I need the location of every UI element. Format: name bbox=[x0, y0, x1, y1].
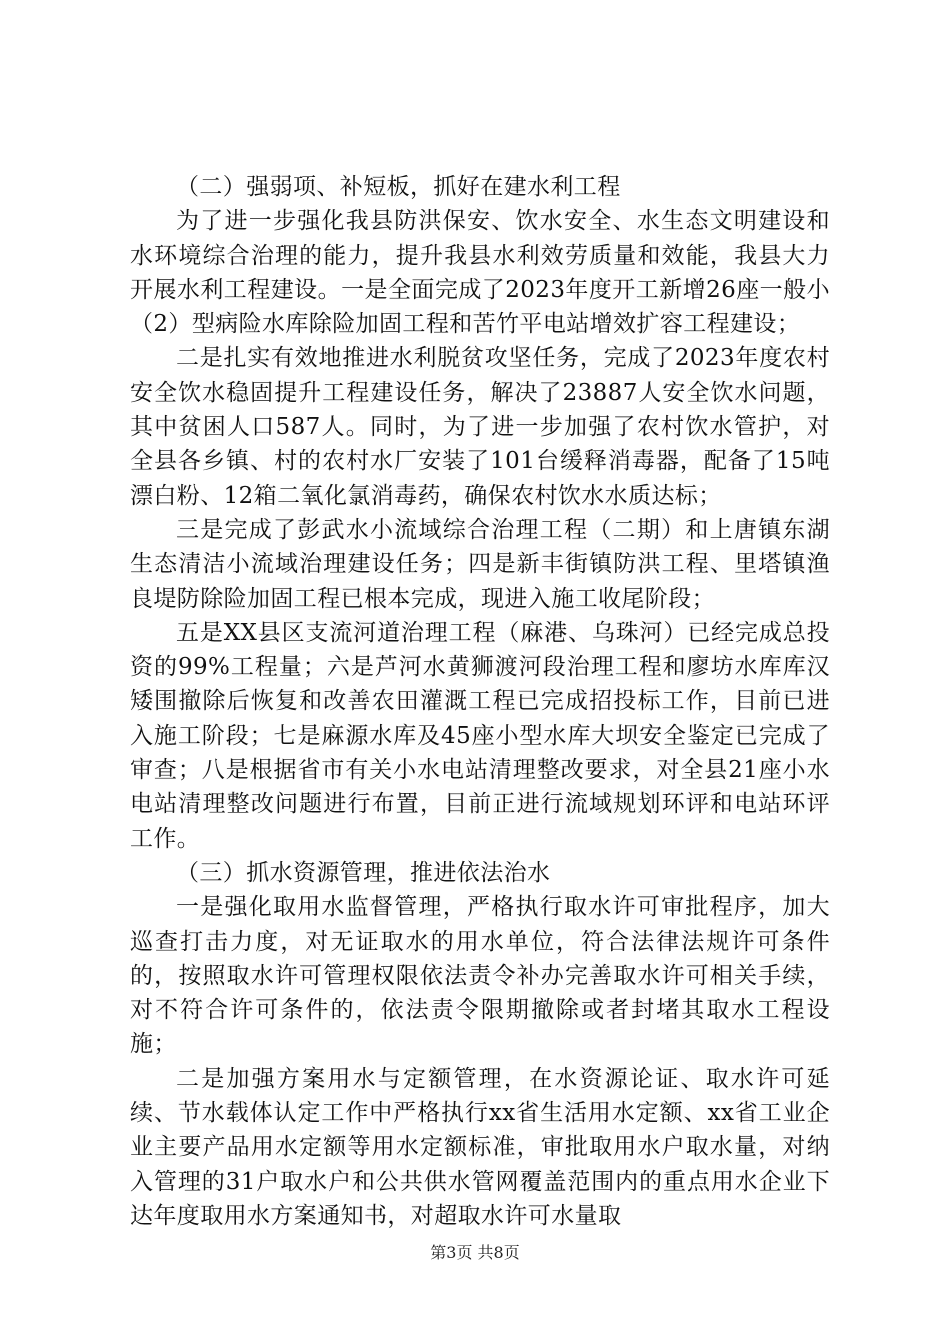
section-heading-3: （三）抓水资源管理，推进依法治水 bbox=[176, 859, 551, 886]
paragraph: 为了进一步强化我县防洪保安、饮水安全、水生态文明建设和水环境综合治理的能力，提升我县水利效劳质量和效能，我县大力开展水利工程建设。一是全面完成了2023年度开工新增26座一般小（2）型病险水库除险加固工程和苦竹平电站增效扩容工程建设； bbox=[130, 208, 830, 338]
paragraph: 二是扎实有效地推进水利脱贫攻坚任务，完成了2023年度农村安全饮水稳固提升工程建设任务，解决了23887人安全饮水问题，其中贫困人口587人。同时，为了进一步加强了农村饮水管护，对全县各乡镇、村的农村水厂安装了101台缓释消毒器，配备了15吨漂白粉、12箱二氧化氯消毒药，确保农村饮水水质达标； bbox=[130, 345, 830, 509]
paragraph: 三是完成了彭武水小流域综合治理工程（二期）和上唐镇东湖生态清洁小流域治理建设任务；四是新丰街镇防洪工程、里塔镇渔良堤防除险加固工程已根本完成，现进入施工收尾阶段； bbox=[130, 516, 830, 612]
document-body bbox=[130, 170, 830, 1233]
page-number-footer: 第3页 共8页 bbox=[430, 1243, 520, 1262]
paragraph: 二是加强方案用水与定额管理，在水资源论证、取水许可延续、节水载体认定工作中严格执行xx省生活用水定额、xx省工业企业主要产品用水定额等用水定额标准，审批取用水户取水量，对纳入管理的31户取水户和公共供水管网覆盖范围内的重点用水企业下达年度取用水方案通知书，对超取水许可水量取 bbox=[130, 1065, 830, 1229]
paragraph: 一是强化取用水监督管理，严格执行取水许可审批程序，加大巡查打击力度，对无证取水的用水单位，符合法律法规许可条件的，按照取水许可管理权限依法责令补办完善取水许可相关手续，对不符合许可条件的，依法责令限期撤除或者封堵其取水工程设施； bbox=[130, 894, 830, 1058]
paragraph: 五是XX县区支流河道治理工程（麻港、乌珠河）已经完成总投资的99%工程量；六是芦河水黄狮渡河段治理工程和廖坊水库库汉矮围撤除后恢复和改善农田灌溉工程已完成招投标工作，目前已进入施工阶段；七是麻源水库及45座小型水库大坝安全鉴定已完成了审查；八是根据省市有关小水电站清理整改要求，对全县21座小水电站清理整改问题进行布置，目前正进行流域规划环评和电站环评工作。 bbox=[130, 619, 830, 852]
section-heading-2: （二）强弱项、补短板，抓好在建水利工程 bbox=[176, 174, 621, 200]
